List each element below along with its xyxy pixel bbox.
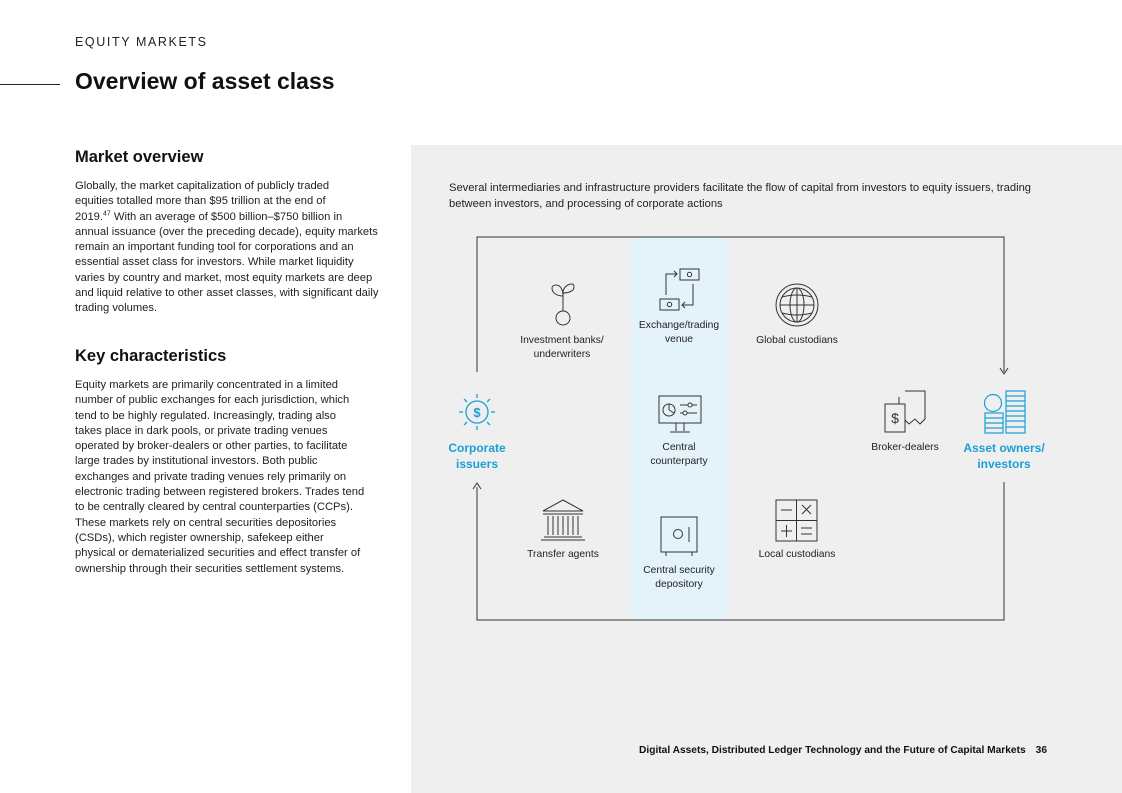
node-corporate-issuers: Corporate issuers xyxy=(448,441,506,471)
section-label: EQUITY MARKETS xyxy=(75,35,208,49)
node-asset-owners: Asset owners/ investors xyxy=(963,441,1045,471)
node-global-custodians: Global custodians xyxy=(756,335,838,346)
node-csd: Central security depository xyxy=(643,565,715,590)
flow-arrowheads xyxy=(473,368,1008,489)
page-number: 36 xyxy=(1035,745,1047,756)
key-characteristics-heading: Key characteristics xyxy=(75,347,227,365)
market-overview-heading: Market overview xyxy=(75,148,204,166)
market-overview-text: Globally, the market capitalization of publicly traded equities totalled more than $95 trillion at the end of 2019.47 With an average of $500 billion–$750 billion in annual issuance (over the preceding decade), equity markets remain an important funding tool for corporations and an essential asset class for investors. While market liquidity varies by country and market, most equity markets are deep and liquid relative to other asset classes, with significant daily trading volumes. xyxy=(75,180,379,315)
svg-text:$: $ xyxy=(891,410,899,426)
node-broker-dealers: Broker-dealers xyxy=(871,442,939,453)
svg-text:$: $ xyxy=(473,405,481,420)
coin-stacks-icon xyxy=(985,391,1026,433)
node-local-custodians: Local custodians xyxy=(758,549,836,560)
node-transfer-agents: Transfer agents xyxy=(527,549,599,560)
diagram-intro: Several intermediaries and infrastructure providers facilitate the flow of capital from investors to equity issuers, trading between investors, and processing of corporate actions xyxy=(449,182,1032,210)
footer-title: Digital Assets, Distributed Ledger Technology and the Future of Capital Markets xyxy=(639,745,1026,756)
dollar-sun-icon xyxy=(459,394,495,430)
page-title: Overview of asset class xyxy=(75,68,335,94)
node-central-counterparty: Central counterparty xyxy=(650,442,708,467)
dollar-documents-icon xyxy=(885,391,925,432)
calculator-icon xyxy=(776,500,817,541)
node-investment-banks: Investment banks/ underwriters xyxy=(520,335,604,360)
infrastructure-highlight xyxy=(630,237,728,620)
page-footer xyxy=(600,745,1047,756)
globe-icon xyxy=(776,284,818,326)
plant-growth-icon xyxy=(552,284,574,325)
key-characteristics-text: Equity markets are primarily concentrated in a limited number of public exchanges for each jurisdiction, which tend to be highly regulated. Increasingly, trading also takes place in dark pools, or private trading venues operated by broker-dealers or other parties, to facilitate large trades by institutional investors. Both public exchanges and private trading venues rely primarily on electronic trading between registered brokers. Trades tend to be centrally cleared by central counterparties (CCPs). These markets rely on central securities depositories (CSDs), which register ownership, safekeep either physical or dematerialized securities and effect transfer of ownership through their securities settlement systems. xyxy=(75,379,365,575)
node-exchange: Exchange/trading venue xyxy=(638,320,720,345)
footnote-ref: 47 xyxy=(103,209,111,217)
bank-building-icon xyxy=(541,500,585,540)
